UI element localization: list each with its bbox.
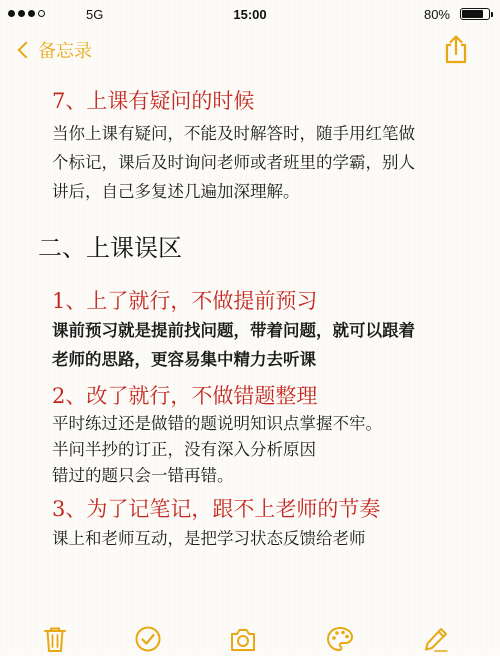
paragraph-line: 老师的思路，更容易集中精力去听课 [52, 350, 316, 369]
paragraph-line: 个标记，课后及时询问老师或者班里的学霸，别人 [52, 153, 415, 172]
back-label: 备忘录 [38, 41, 92, 61]
clock: 15:00 [233, 7, 267, 22]
chevron-left-icon [18, 42, 35, 59]
share-button[interactable] [442, 34, 470, 64]
checklist-button[interactable] [135, 626, 161, 652]
back-button[interactable] [16, 37, 92, 63]
trash-icon [42, 626, 68, 652]
paragraph-line: 当你上课有疑问，不能及时解答时，随手用红笔做 [52, 124, 415, 143]
battery-icon [460, 8, 490, 20]
delete-button[interactable] [42, 626, 68, 652]
camera-icon [229, 626, 257, 652]
markup-button[interactable] [326, 626, 352, 652]
compose-icon [423, 626, 449, 652]
battery-fill [462, 10, 483, 18]
camera-button[interactable] [229, 626, 255, 652]
item-2-heading: 2、改了就行，不做错题整理 [52, 384, 318, 408]
paragraph-line: 平时练过还是做错的题说明知识点掌握不牢。 [52, 414, 382, 433]
item-2 [52, 381, 382, 489]
section-7-heading: 7、上课有疑问的时候 [52, 89, 255, 113]
section-7 [52, 86, 254, 116]
palette-icon [326, 626, 354, 652]
item-3 [52, 494, 380, 553]
status-bar [0, 0, 500, 28]
paragraph-line: 课前预习就是提前找问题，带着问题，就可以跟着 [52, 321, 415, 340]
paragraph-line: 半问半抄的订正，没有深入分析原因 [52, 440, 316, 459]
paragraph-line: 错过的题只会一错再错。 [52, 466, 234, 485]
battery-percent: 80% [423, 7, 450, 22]
section-7-text [52, 119, 415, 206]
item-3-heading: 3、为了记笔记，跟不上老师的节奏 [52, 497, 381, 521]
item-1 [52, 286, 415, 374]
section-title: 二、上课误区 [38, 234, 182, 262]
share-icon [442, 34, 470, 64]
bottom-toolbar [0, 616, 500, 652]
compose-button[interactable] [423, 626, 449, 652]
paragraph-line: 课上和老师互动，是把学习状态反馈给老师 [52, 529, 366, 548]
item-1-heading: 1、上了就行，不做提前预习 [52, 289, 318, 313]
paragraph-line: 讲后，自己多复述几遍加深理解。 [52, 182, 300, 201]
network-type: 5G [86, 7, 104, 22]
checklist-icon [135, 626, 161, 652]
navigation-bar [0, 28, 500, 72]
